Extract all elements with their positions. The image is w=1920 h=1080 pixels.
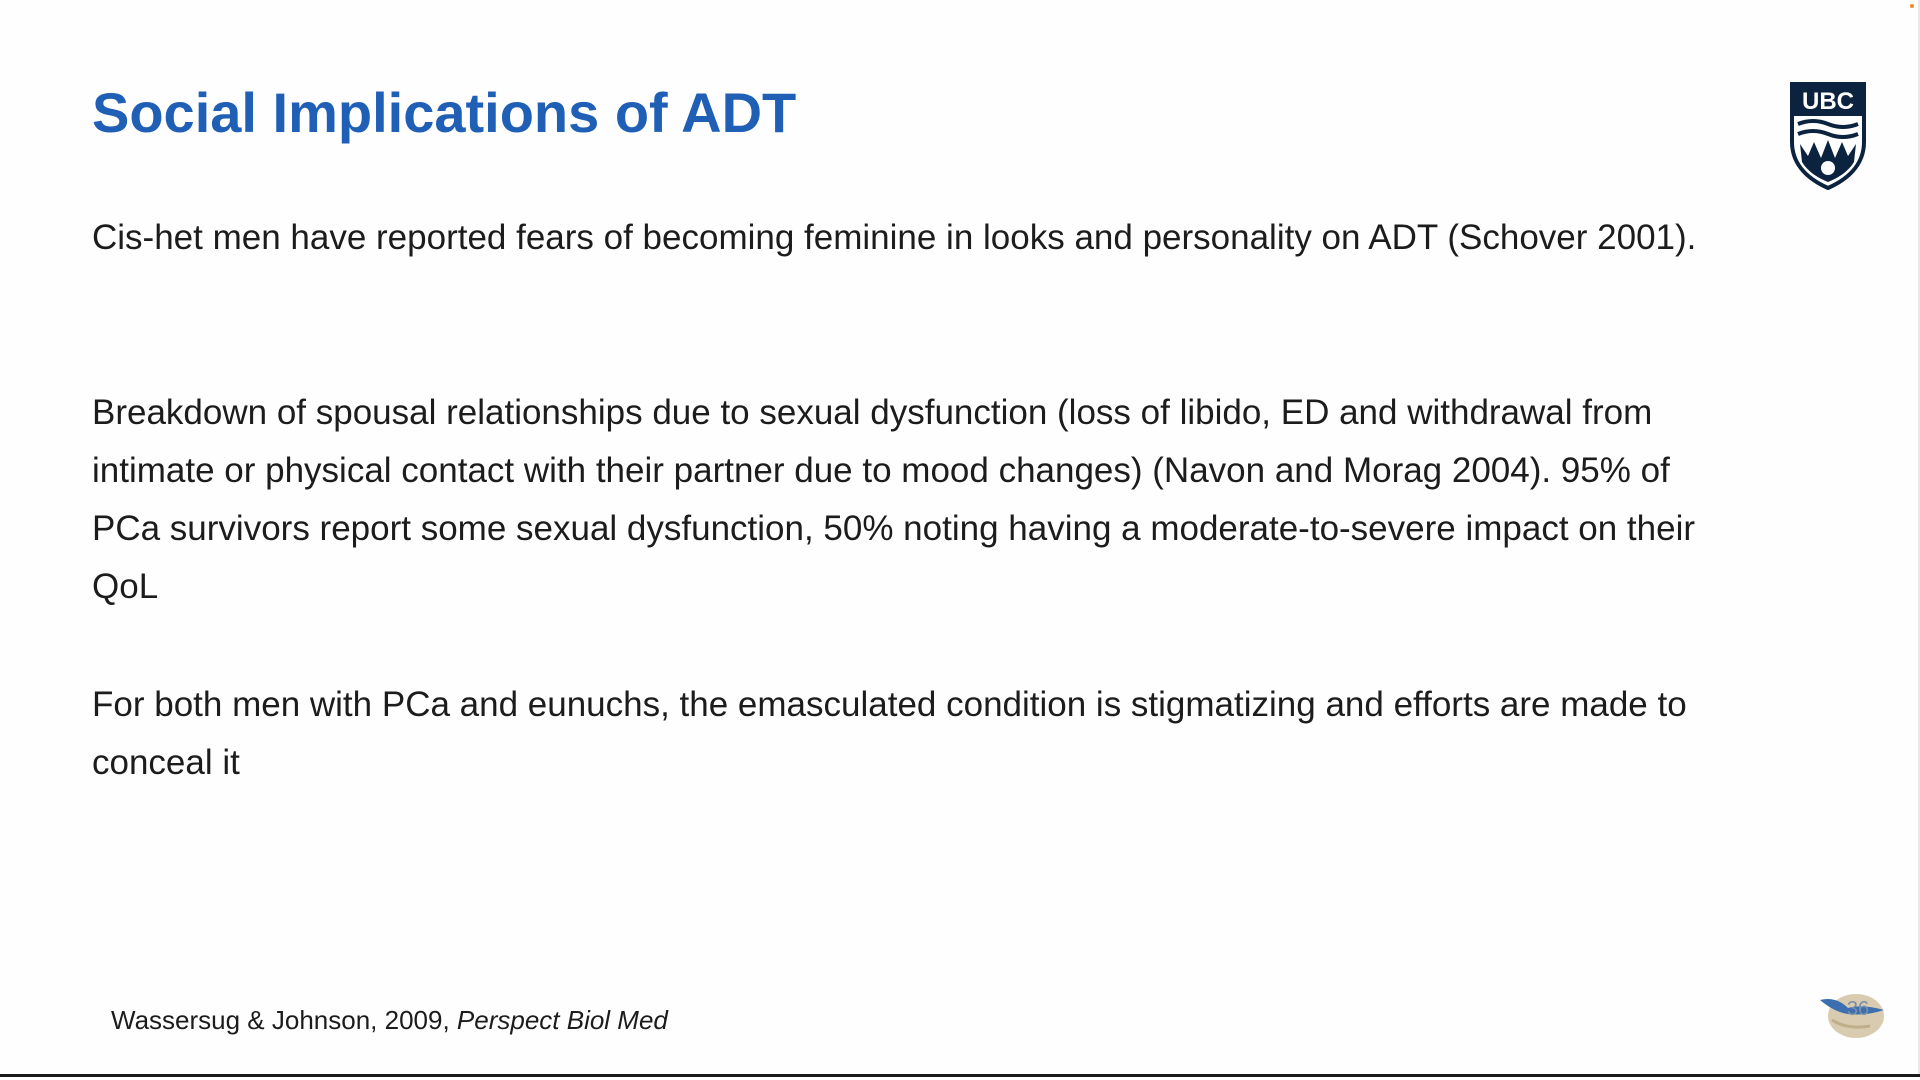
ubc-crest-icon: [1788, 82, 1868, 190]
page-number-badge: [1818, 986, 1888, 1042]
bottom-border: [0, 1074, 1920, 1077]
slide-title: Social Implications of ADT: [92, 81, 797, 144]
logo-text: UBC: [1802, 88, 1854, 115]
citation-journal: Perspect Biol Med: [456, 1005, 668, 1035]
paragraph-fears: Cis-het men have reported fears of becoming feminine in looks and personality on ADT (Schover 2001).: [92, 218, 1697, 257]
citation: [111, 1005, 668, 1036]
indicator-dot: [1910, 4, 1914, 8]
paragraph-relationships: Breakdown of spousal relationships due to sexual dysfunction (loss of libido, ED and withdrawal from intimate or physical contact with their partner due to mood changes) (Navon and Morag 2004). 95% of PCa survivors report some sexual dysfunction, 50% noting having a moderate-to-severe impact on their QoL: [92, 393, 1696, 606]
page-number: 36: [1846, 998, 1870, 1020]
citation-authors: Wassersug & Johnson, 2009,: [111, 1005, 457, 1035]
paragraph-stigma: For both men with PCa and eunuchs, the emasculated condition is stigmatizing and efforts are made to conceal it: [92, 685, 1687, 782]
